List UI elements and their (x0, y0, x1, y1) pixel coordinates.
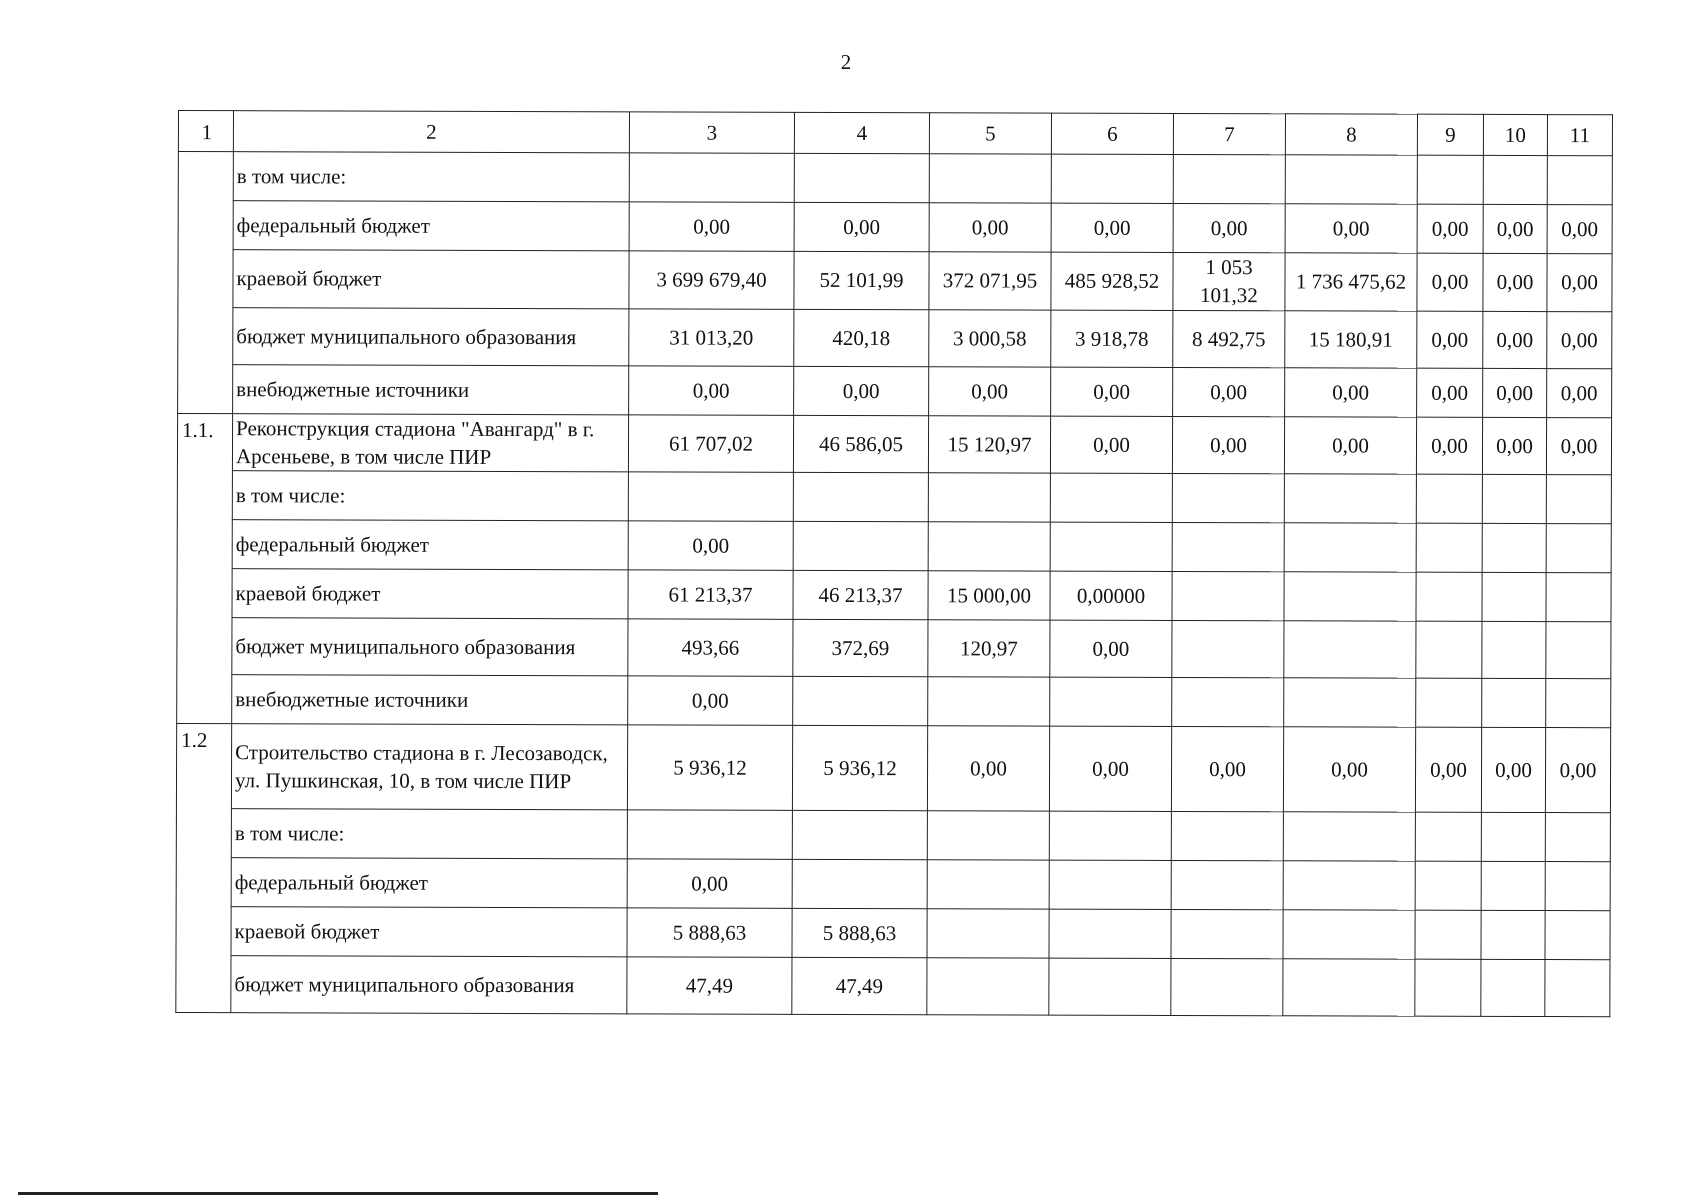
value-cell (1483, 155, 1547, 204)
header-cell: 2 (233, 111, 629, 153)
value-cell: 120,97 (928, 620, 1050, 677)
value-cell: 0,00 (929, 203, 1051, 252)
value-cell: 0,00 (1547, 368, 1612, 417)
budget-table (175, 110, 1613, 1018)
value-cell (1171, 861, 1283, 910)
value-cell (1546, 573, 1611, 622)
value-cell (793, 473, 928, 522)
value-cell (1283, 861, 1415, 910)
value-cell (1416, 622, 1482, 679)
value-cell (792, 860, 927, 909)
value-cell: 3 699 679,40 (629, 251, 794, 309)
row-label: краевой бюджет (232, 569, 628, 619)
row-label: бюджет муниципального образования (231, 956, 627, 1014)
value-cell: 0,00 (1050, 416, 1172, 474)
value-cell (1481, 813, 1545, 862)
header-cell: 4 (794, 112, 929, 153)
value-cell: 0,00 (1284, 416, 1416, 474)
value-cell: 0,00 (1547, 311, 1612, 368)
value-cell: 0,00 (1481, 728, 1545, 813)
value-cell: 3 918,78 (1051, 310, 1173, 367)
value-cell: 0,00 (1483, 204, 1547, 253)
row-label: внебюджетные источники (233, 364, 629, 414)
value-cell: 46 586,05 (793, 415, 928, 473)
value-cell (1284, 678, 1416, 727)
value-cell (1172, 572, 1284, 621)
row-label: бюджет муниципального образования (233, 307, 629, 365)
header-cell: 11 (1547, 115, 1612, 156)
header-cell: 5 (929, 113, 1051, 154)
row-label: в том числе: (233, 152, 629, 202)
header-cell: 1 (178, 111, 233, 152)
row-label: в том числе: (232, 471, 628, 521)
value-cell (1415, 813, 1481, 862)
value-cell (1284, 621, 1416, 678)
row-label: краевой бюджет (231, 907, 627, 957)
table-row (177, 520, 1611, 573)
value-cell: 15 000,00 (928, 571, 1050, 620)
value-cell: 0,00 (1285, 204, 1417, 253)
value-cell (1416, 475, 1482, 524)
value-cell: 0,00 (1051, 367, 1173, 416)
value-cell (1171, 910, 1283, 959)
table-row (177, 413, 1611, 475)
value-cell (1545, 911, 1610, 960)
value-cell: 0,00 (929, 366, 1051, 415)
value-cell (1283, 959, 1415, 1016)
value-cell (1049, 909, 1171, 958)
value-cell (1546, 679, 1611, 728)
value-cell (1173, 154, 1285, 203)
value-cell (1172, 621, 1284, 678)
value-cell: 0,00 (927, 726, 1049, 811)
value-cell: 0,00 (1051, 203, 1173, 252)
value-cell (1482, 679, 1546, 728)
value-cell (1546, 622, 1611, 679)
value-cell (1545, 813, 1610, 862)
value-cell: 1 736 475,62 (1285, 253, 1417, 311)
value-cell (1481, 911, 1545, 960)
value-cell (1546, 524, 1611, 573)
value-cell: 0,00 (1050, 620, 1172, 677)
value-cell: 46 213,37 (793, 571, 928, 620)
value-cell: 493,66 (628, 619, 793, 676)
row-number: 1.1. (177, 413, 233, 724)
value-cell: 0,00 (1547, 254, 1612, 312)
value-cell: 0,00 (628, 521, 793, 570)
value-cell: 0,00 (1416, 417, 1482, 475)
value-cell (1172, 523, 1284, 572)
value-cell: 0,00 (1049, 726, 1171, 811)
table-row (178, 201, 1612, 254)
value-cell (794, 153, 929, 202)
table-row (176, 858, 1610, 911)
table-row (178, 307, 1612, 368)
value-cell: 0,00 (1173, 203, 1285, 252)
value-cell (928, 522, 1050, 571)
value-cell: 1 053 101,32 (1173, 252, 1285, 310)
value-cell (1284, 572, 1416, 621)
value-cell (1050, 677, 1172, 726)
table-row (177, 471, 1611, 524)
value-cell: 485 928,52 (1051, 252, 1173, 310)
row-label: Строительство стадиона в г. Лесозаводск, ул. Пушкинская, 10, в том числе ПИР (231, 724, 627, 810)
value-cell: 0,00 (794, 202, 929, 251)
value-cell: 0,00 (1417, 368, 1483, 417)
header-cell: 10 (1483, 114, 1547, 155)
value-cell (1283, 812, 1415, 861)
value-cell: 0,00 (627, 859, 792, 908)
value-cell (1417, 155, 1483, 204)
value-cell (1481, 862, 1545, 911)
value-cell: 372 071,95 (929, 252, 1051, 310)
table-row (178, 364, 1612, 417)
value-cell: 0,00 (1285, 367, 1417, 416)
table-row (176, 907, 1610, 960)
value-cell: 5 936,12 (792, 726, 927, 811)
value-cell (927, 958, 1049, 1015)
value-cell (1285, 155, 1417, 204)
value-cell: 0,00 (1417, 253, 1483, 311)
value-cell (627, 810, 792, 859)
table-row (176, 809, 1610, 862)
value-cell: 0,00 (1173, 367, 1285, 416)
value-cell: 0,00 (1546, 417, 1611, 475)
value-cell (628, 472, 793, 521)
value-cell: 15 120,97 (928, 415, 1050, 473)
value-cell: 0,00 (629, 202, 794, 251)
value-cell (1171, 812, 1283, 861)
value-cell: 0,00 (1172, 416, 1284, 474)
value-cell: 420,18 (794, 309, 929, 366)
value-cell: 5 888,63 (792, 909, 927, 958)
value-cell (1050, 522, 1172, 571)
value-cell: 0,00 (628, 676, 793, 725)
value-cell (1415, 862, 1481, 911)
value-cell (1416, 679, 1482, 728)
value-cell: 0,00 (1547, 205, 1612, 254)
value-cell (1482, 475, 1546, 524)
value-cell (1545, 862, 1610, 911)
value-cell (1172, 474, 1284, 523)
value-cell: 3 000,58 (929, 309, 1051, 366)
value-cell (1171, 959, 1283, 1016)
header-cell: 6 (1051, 113, 1173, 154)
row-label: внебюджетные источники (232, 675, 628, 725)
value-cell (1050, 473, 1172, 522)
value-cell (792, 811, 927, 860)
value-cell: 0,00 (1283, 727, 1415, 812)
value-cell (1049, 811, 1171, 860)
row-label: краевой бюджет (233, 250, 629, 309)
header-cell: 3 (629, 112, 794, 153)
value-cell (928, 473, 1050, 522)
value-cell (1545, 960, 1610, 1017)
value-cell: 0,00000 (1050, 571, 1172, 620)
value-cell: 47,49 (792, 958, 927, 1015)
value-cell (1482, 524, 1546, 573)
value-cell: 0,00 (1171, 727, 1283, 812)
value-cell: 0,00 (629, 366, 794, 415)
value-cell: 15 180,91 (1285, 310, 1417, 367)
value-cell: 0,00 (1482, 417, 1546, 475)
value-cell (1547, 156, 1612, 205)
value-cell: 61 213,37 (628, 570, 793, 619)
table-row (177, 675, 1611, 728)
table-header-row (178, 111, 1612, 156)
row-number: 1.2 (176, 724, 232, 1013)
row-label: бюджет муниципального образования (232, 618, 628, 676)
value-cell (927, 811, 1049, 860)
value-cell (1172, 678, 1284, 727)
value-cell: 61 707,02 (628, 415, 793, 473)
value-cell (1051, 154, 1173, 203)
row-label: федеральный бюджет (233, 201, 629, 251)
value-cell: 372,69 (793, 620, 928, 677)
value-cell: 47,49 (627, 957, 792, 1014)
value-cell: 0,00 (1415, 728, 1481, 813)
value-cell: 0,00 (1417, 204, 1483, 253)
value-cell (1283, 910, 1415, 959)
value-cell (793, 522, 928, 571)
value-cell: 0,00 (794, 366, 929, 415)
table-row (177, 618, 1611, 679)
header-cell: 8 (1285, 114, 1417, 155)
value-cell (1482, 573, 1546, 622)
table-row (178, 152, 1612, 205)
header-cell: 9 (1417, 114, 1483, 155)
value-cell: 5 888,63 (627, 908, 792, 957)
value-cell (1546, 475, 1611, 524)
value-cell (927, 909, 1049, 958)
row-label: в том числе: (231, 809, 627, 859)
value-cell: 31 013,20 (629, 309, 794, 366)
value-cell (929, 154, 1051, 203)
table-row (176, 956, 1610, 1017)
value-cell (1284, 474, 1416, 523)
value-cell (927, 860, 1049, 909)
row-number (178, 152, 234, 414)
value-cell (1049, 860, 1171, 909)
row-label: федеральный бюджет (232, 520, 628, 570)
value-cell (1415, 911, 1481, 960)
value-cell: 52 101,99 (794, 251, 929, 309)
value-cell: 5 936,12 (627, 725, 792, 810)
page-number: 2 (840, 50, 852, 74)
value-cell (1416, 573, 1482, 622)
value-cell (793, 677, 928, 726)
value-cell (1481, 960, 1545, 1017)
value-cell: 0,00 (1417, 311, 1483, 368)
value-cell (928, 677, 1050, 726)
value-cell (1049, 958, 1171, 1015)
row-label: Реконструкция стадиона "Авангард" в г. Арсеньеве, в том числе ПИР (232, 413, 628, 472)
value-cell: 0,00 (1483, 311, 1547, 368)
value-cell: 0,00 (1483, 368, 1547, 417)
value-cell (629, 153, 794, 202)
table-row (178, 250, 1612, 312)
value-cell: 0,00 (1483, 253, 1547, 311)
row-label: федеральный бюджет (231, 858, 627, 908)
table-row (176, 724, 1610, 813)
table-row (177, 569, 1611, 622)
value-cell (1415, 960, 1481, 1017)
value-cell (1482, 622, 1546, 679)
header-cell: 7 (1173, 113, 1285, 154)
value-cell (1284, 523, 1416, 572)
value-cell: 0,00 (1545, 728, 1610, 813)
value-cell: 8 492,75 (1173, 310, 1285, 367)
value-cell (1416, 524, 1482, 573)
bottom-rule (18, 1192, 658, 1195)
